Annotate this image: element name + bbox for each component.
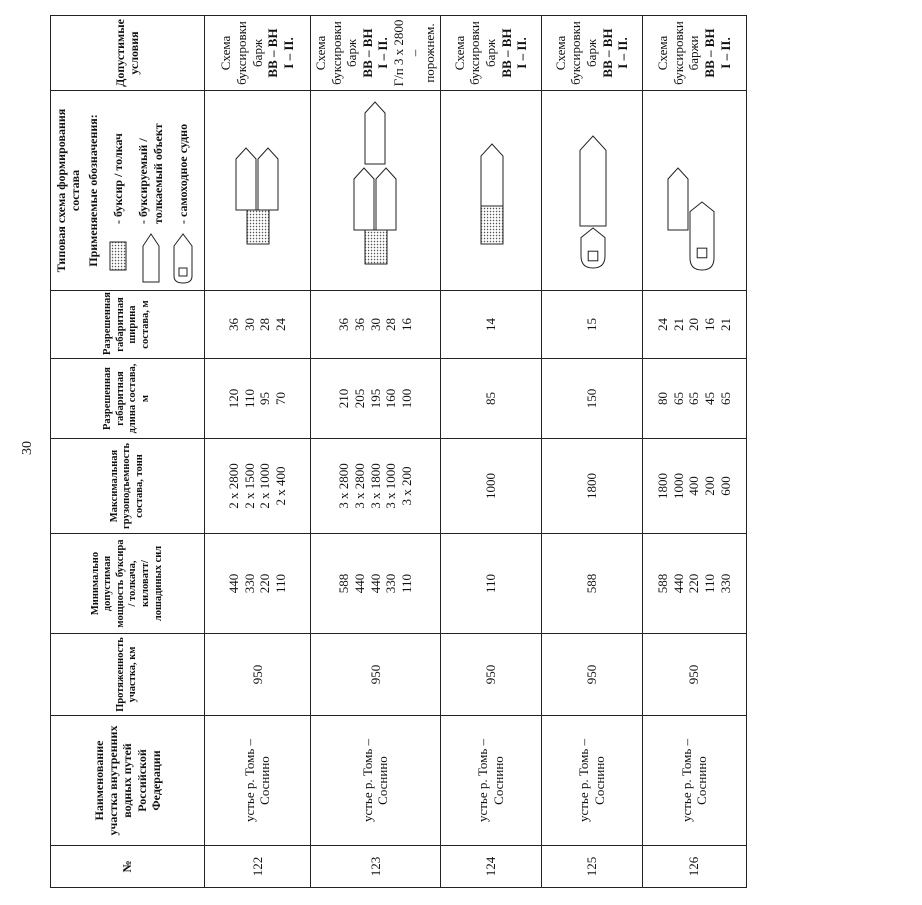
cell-value: 100 [398, 388, 414, 409]
condition-bold-text: I – II. [514, 37, 530, 69]
max-length-values [310, 359, 440, 439]
conditions-cell [642, 16, 746, 91]
cell-value: 220 [257, 573, 273, 594]
tug-power-values [310, 534, 440, 634]
condition-bold-text: I – II. [375, 37, 391, 69]
scheme-title: Типовая схема формирования состава [54, 108, 83, 273]
convoy-scheme-diagram [542, 93, 642, 289]
table-row [440, 16, 541, 888]
condition-text: Схема буксировки [218, 21, 250, 85]
cell-value: 85 [482, 392, 498, 405]
legend-label-ship: - самоходное судно [175, 123, 190, 224]
cell-value: 24 [273, 318, 289, 331]
max-length-values [642, 359, 746, 439]
table-body [204, 16, 746, 888]
cell-value: 15 [583, 318, 599, 331]
header-power: Минимально допустимая мощность буксира / толкача, киловатт/лошадиных сил [51, 534, 205, 634]
convoy-scheme-diagram [441, 93, 541, 289]
pusher-mark [481, 207, 503, 245]
conditions-cell [310, 16, 440, 91]
barge-mark [365, 103, 385, 165]
max-length-values [541, 359, 642, 439]
condition-text: Схема буксировки [552, 21, 584, 85]
cell-value: 588 [583, 573, 599, 594]
cell-value: 2 x 1500 [241, 463, 257, 509]
condition-text: барж [344, 39, 360, 67]
cell-value: 330 [383, 573, 399, 594]
barge-symbol-icon [138, 230, 164, 286]
cell-value: 110 [702, 573, 717, 594]
row-number: 123 [310, 846, 440, 888]
condition-extra-text: порожнем. [422, 23, 438, 83]
section-length: 950 [310, 634, 440, 716]
convoy-scheme-diagram [207, 93, 307, 289]
cell-value: 1800 [583, 473, 599, 499]
cell-value: 3 x 1800 [367, 463, 383, 509]
cell-value: 440 [351, 573, 367, 594]
condition-text: баржи [686, 35, 702, 71]
table-row [310, 16, 440, 888]
condition-bold-text: ВВ – ВН [498, 28, 514, 78]
cell-value: 220 [686, 573, 702, 594]
cell-value: 120 [226, 388, 242, 409]
cell-value: 1000 [670, 473, 686, 499]
max-width-values [204, 291, 310, 359]
condition-text: барж [583, 39, 599, 67]
cell-value: 28 [383, 318, 399, 331]
max-width-values [642, 291, 746, 359]
cell-value: 1000 [482, 473, 498, 499]
cell-value: 330 [717, 573, 733, 594]
cell-value: 65 [686, 392, 702, 405]
condition-text: Схема буксировки [451, 21, 483, 85]
conditions-cell [204, 16, 310, 91]
barge-mark [258, 149, 278, 211]
ship-mark [581, 229, 605, 269]
header-conditions: Допустимые условия [51, 16, 205, 91]
cell-value: 110 [273, 573, 289, 594]
tug-power-values [204, 534, 310, 634]
legend-row-tug [105, 95, 131, 286]
cell-value: 150 [583, 388, 599, 409]
cell-value: 110 [398, 573, 414, 594]
max-width-values [541, 291, 642, 359]
header-max-length: Разрешенная габаритная длина состава, м [51, 359, 205, 439]
cell-value: 205 [351, 388, 367, 409]
row-number: 122 [204, 846, 310, 888]
table-row [204, 16, 310, 888]
table-row [642, 16, 746, 888]
tug-power-values [541, 534, 642, 634]
cell-value: 110 [241, 388, 257, 409]
cell-value: 80 [655, 392, 671, 405]
scheme-cell [204, 91, 310, 291]
section-name: устье р. Томь – Соснино [642, 716, 746, 846]
cell-value: 45 [702, 392, 717, 405]
cell-value: 21 [670, 318, 686, 331]
scheme-cell [440, 91, 541, 291]
tug-power-values [642, 534, 746, 634]
cell-value: 28 [257, 318, 273, 331]
cell-value: 36 [226, 318, 242, 331]
conditions-cell [541, 16, 642, 91]
cell-value: 160 [383, 388, 399, 409]
capacity-values [440, 439, 541, 534]
cell-value: 21 [717, 318, 733, 331]
cell-value: 36 [336, 318, 352, 331]
header-num: № [51, 846, 205, 888]
rotated-table-wrapper [50, 16, 922, 877]
condition-text: Схема буксировки [655, 21, 686, 85]
barge-mark [668, 169, 688, 231]
cell-value: 330 [241, 573, 257, 594]
cell-value: 1800 [655, 473, 671, 499]
condition-text: барж [482, 39, 498, 67]
cell-value: 588 [336, 573, 352, 594]
self-propelled-ship-symbol-icon [170, 230, 196, 286]
barge-mark [580, 137, 606, 227]
cell-value: 210 [336, 388, 352, 409]
row-number: 124 [440, 846, 541, 888]
legend-row-ship [170, 95, 196, 286]
cell-value: 440 [367, 573, 383, 594]
condition-bold-text: ВВ – ВН [265, 28, 281, 78]
condition-bold-text: I – II. [717, 37, 733, 69]
cell-value: 65 [670, 392, 686, 405]
table-row [541, 16, 642, 888]
cell-value: 195 [367, 388, 383, 409]
cell-value: 3 x 200 [398, 466, 414, 506]
cell-value: 3 x 2800 [351, 463, 367, 509]
table-header-row [51, 16, 205, 888]
scheme-cell [541, 91, 642, 291]
section-length: 950 [204, 634, 310, 716]
cell-value: 30 [367, 318, 383, 331]
cell-value: 400 [686, 476, 702, 496]
cell-value: 14 [482, 318, 498, 331]
cell-value: 20 [686, 318, 702, 331]
convoy-scheme-diagram [325, 93, 425, 289]
section-length: 950 [440, 634, 541, 716]
legend-row-barge [136, 95, 165, 286]
ship-mark [690, 203, 714, 271]
condition-text: Схема буксировки [312, 21, 344, 85]
header-capacity: Максимальная грузоподъемность состава, тонн [51, 439, 205, 534]
section-length: 950 [541, 634, 642, 716]
barge-mark [236, 149, 256, 211]
capacity-values [204, 439, 310, 534]
condition-bold-text: ВВ – ВН [702, 28, 717, 78]
cell-value: 30 [241, 318, 257, 331]
section-length: 950 [642, 634, 746, 716]
tug-power-values [440, 534, 541, 634]
convoy-scheme-diagram [644, 93, 744, 289]
max-width-values [310, 291, 440, 359]
header-max-width: Разрешенная габаритная ширина состава, м [51, 291, 205, 359]
section-name: устье р. Томь – Соснино [204, 716, 310, 846]
convoy-table [50, 15, 747, 888]
header-scheme [51, 91, 205, 291]
condition-bold-text: ВВ – ВН [599, 28, 615, 78]
cell-value: 95 [257, 392, 273, 405]
condition-bold-text: ВВ – ВН [359, 28, 375, 78]
legend [86, 95, 196, 286]
cell-value: 110 [482, 573, 498, 594]
legend-label-barge: - буксируемый / толкаемый объект [136, 123, 165, 224]
cell-value: 2 x 1000 [257, 463, 273, 509]
capacity-values [541, 439, 642, 534]
section-name: устье р. Томь – Соснино [440, 716, 541, 846]
section-name: устье р. Томь – Соснино [310, 716, 440, 846]
cell-value: 2 x 2800 [226, 463, 242, 509]
pusher-mark [365, 231, 387, 265]
capacity-values [642, 439, 746, 534]
cell-value: 24 [655, 318, 671, 331]
conditions-cell [440, 16, 541, 91]
cell-value: 200 [702, 476, 717, 496]
cell-value: 70 [273, 392, 289, 405]
cell-value: 3 x 1000 [383, 463, 399, 509]
cell-value: 440 [226, 573, 242, 594]
header-name: Наименование участка внутренних водных путей Российской Федерации [51, 716, 205, 846]
row-number: 126 [642, 846, 746, 888]
legend-label-tug: - буксир / толкач [110, 133, 125, 224]
header-length: Протяженность участка, км [51, 634, 205, 716]
max-length-values [204, 359, 310, 439]
cell-value: 65 [717, 392, 733, 405]
condition-bold-text: I – II. [280, 37, 296, 69]
capacity-values [310, 439, 440, 534]
cell-value: 440 [670, 573, 686, 594]
condition-bold-text: I – II. [615, 37, 631, 69]
condition-text: барж [249, 39, 265, 67]
max-length-values [440, 359, 541, 439]
page-number: 30 [20, 441, 35, 455]
legend-title: Применяемые обозначения: [85, 114, 100, 267]
row-number: 125 [541, 846, 642, 888]
pusher-mark [247, 211, 269, 245]
barge-mark [354, 169, 374, 231]
scheme-cell [310, 91, 440, 291]
pusher-symbol-icon [105, 230, 131, 286]
cell-value: 3 x 2800 [336, 463, 352, 509]
scheme-cell [642, 91, 746, 291]
cell-value: 16 [702, 318, 717, 331]
cell-value: 588 [655, 573, 671, 594]
cell-value: 16 [398, 318, 414, 331]
barge-mark [376, 169, 396, 231]
section-name: устье р. Томь – Соснино [541, 716, 642, 846]
cell-value: 36 [351, 318, 367, 331]
barge-mark [481, 145, 503, 207]
cell-value: 2 x 400 [273, 466, 289, 506]
max-width-values [440, 291, 541, 359]
cell-value: 600 [717, 476, 733, 496]
condition-extra-text: Г/п 3 х 2800 – [390, 19, 422, 87]
